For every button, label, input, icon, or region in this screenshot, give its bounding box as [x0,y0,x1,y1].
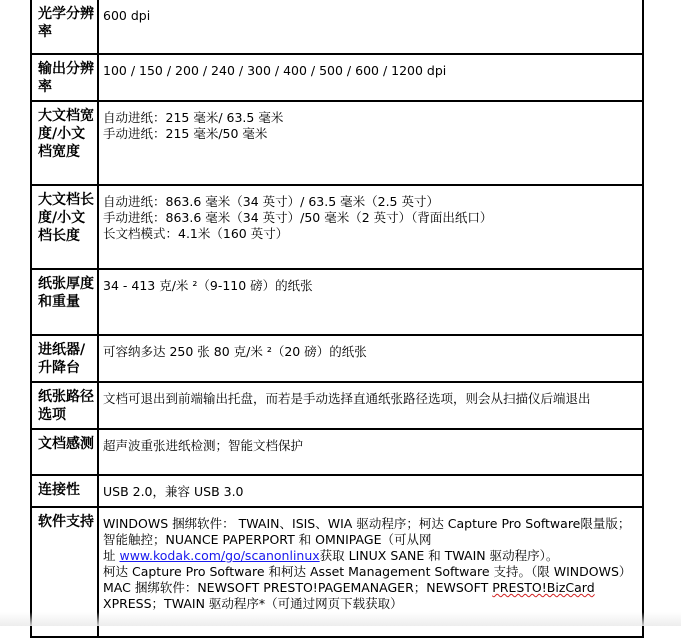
spec-row-document-length [31,185,643,269]
spec-label: 输出分辨率 [31,54,98,101]
spec-value-line: 可容纳多达 250 张 80 克/米 ²（20 磅）的纸张 [103,344,367,359]
spec-row-paper-path [31,382,643,429]
spec-value-line: WINDOWS 捆绑软件： TWAIN、ISIS、WIA 驱动程序；柯达 Capture Pro Software限量版； [103,516,631,531]
spec-row-document-width [31,101,643,185]
spec-value [98,269,643,335]
spec-value-line: 34 - 413 克/米 ²（9-110 磅）的纸张 [103,278,313,293]
spec-value [98,101,643,185]
spec-value-line: 长文档模式：4.1米（160 英寸） [103,226,289,241]
spec-value-line: 手动进纸：215 毫米/50 毫米 [103,126,268,141]
spec-value-line: 自动进纸：863.6 毫米（34 英寸）/ 63.5 毫米（2.5 英寸） [103,194,439,209]
spec-value-line: 超声波重张进纸检测；智能文档保护 [103,438,304,453]
spec-label: 纸张厚度和重量 [31,269,98,335]
spec-label: 纸张路径选项 [31,382,98,429]
spec-value [98,185,643,269]
spec-value [98,335,643,382]
spec-value [98,429,643,475]
spec-value-line: XPRESS；TWAIN 驱动程序*（可通过网页下载获取） [103,596,403,611]
spec-row-output-resolution [31,54,643,101]
spec-value-line: 自动进纸：215 毫米/ 63.5 毫米 [103,110,284,125]
spec-row-optical-resolution [31,0,643,54]
spec-value-line [103,580,636,596]
spec-value-text: 获取 LINUX SANE 和 TWAIN 驱动程序）。 [319,548,559,563]
spec-value [98,475,643,507]
spec-value-line: 600 dpi [103,8,151,23]
spec-label: 大文档宽度/小文档宽度 [31,101,98,185]
spec-value [98,0,643,54]
page-bottom-shadow [0,612,681,626]
spelling-flagged-text: PRESTO!BizCard [492,580,595,595]
spec-value-line: 柯达 Capture Pro Software 和柯达 Asset Management Software 支持。（限 WINDOWS） [103,564,632,579]
spec-value-line: USB 2.0，兼容 USB 3.0 [103,484,244,499]
kodak-linux-link[interactable]: www.kodak.com/go/scanonlinux [119,548,320,563]
spec-value-line [103,548,636,564]
spec-value [98,382,643,429]
spec-label: 连接性 [31,475,98,507]
spec-value-text: MAC 捆绑软件：NEWSOFT PRESTO!PAGEMANAGER；NEWSOFT [103,580,493,595]
spec-label: 软件支持 [31,507,98,637]
spec-value-line: 100 / 150 / 200 / 240 / 300 / 400 / 500 / 600 / 1200 dpi [103,63,447,78]
spec-label: 进纸器/升降台 [31,335,98,382]
spec-value-line: 手动进纸：863.6 毫米（34 英寸）/50 毫米（2 英寸）（背面出纸口） [103,210,493,225]
spec-value-text: 址 [103,548,120,563]
spec-table [30,0,644,638]
spec-row-connectivity [31,475,643,507]
spec-label: 光学分辨率 [31,0,98,54]
spec-value [98,54,643,101]
spec-value-line: 智能触控；NUANCE PAPERPORT 和 OMNIPAGE（可从网 [103,532,432,547]
spec-row-feeder-elevator [31,335,643,382]
spec-value-line: 文档可退出到前端输出托盘，而若是手动选择直通纸张路径选项，则会从扫描仪后端退出 [103,391,591,406]
spec-row-document-sensing [31,429,643,475]
spec-label: 文档感测 [31,429,98,475]
spec-label: 大文档长度/小文档长度 [31,185,98,269]
spec-row-paper-thickness [31,269,643,335]
